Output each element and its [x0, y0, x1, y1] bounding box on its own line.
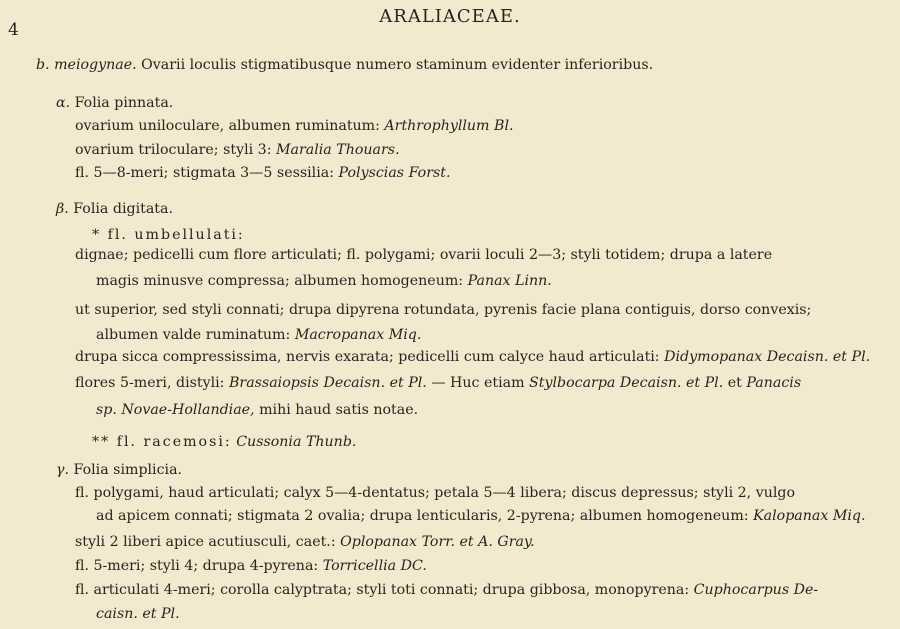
key-line — [96, 326, 421, 344]
key-text: fl. 5—8-meri; stigmata 3—5 sessilia: — [75, 165, 334, 181]
key-line — [75, 348, 870, 366]
genus-name: Maralia Thouars. — [276, 142, 400, 158]
genus-name: Stylbocarpa Decaisn. et Pl. — [529, 375, 724, 391]
subsection-alpha — [56, 94, 173, 112]
key-line — [96, 272, 552, 290]
key-text: ut superior, sed styli connati; drupa dipyrena rotundata, pyrenis facie plana contiguis, dorso convexis; — [75, 302, 812, 318]
genus-name: Macropanax Miq. — [294, 327, 422, 343]
alpha-title: Folia pinnata. — [74, 95, 174, 111]
key-text: flores 5-meri, distyli: — [75, 375, 225, 391]
key-line — [75, 141, 400, 159]
key-line — [75, 164, 450, 182]
genus-name: caisn. et Pl. — [96, 606, 180, 622]
key-text: ad apicem connati; stigmata 2 ovalia; drupa lenticularis, 2-pyrena; albumen homogeneum: — [96, 508, 749, 524]
genus-name: Torricellia DC. — [322, 558, 427, 574]
alpha-label: α. — [56, 95, 71, 111]
genus-name: Panacis — [746, 375, 802, 391]
key-line — [96, 401, 418, 419]
genus-name: Cuphocarpus De- — [693, 582, 819, 598]
section-b-label: b. meiogynae. — [36, 57, 137, 73]
key-text: styli 2 liberi apice acutiusculi, caet.: — [75, 534, 336, 550]
key-text: mihi haud satis notae. — [259, 402, 419, 418]
genus-name: Didymopanax Decaisn. et Pl. — [664, 349, 871, 365]
genus-name: Panax Linn. — [467, 273, 552, 289]
genus-name: Oplopanax Torr. et A. Gray. — [340, 534, 535, 550]
genus-name: Kalopanax Miq. — [753, 508, 866, 524]
gamma-title: Folia simplicia. — [73, 462, 183, 478]
key-text: fl. articulati 4-meri; corolla calyptrata; styli toti connati; drupa gibbosa, monopyrena: — [75, 582, 690, 598]
key-text: dignae; pedicelli cum flore articulati; fl. polygami; ovarii loculi 2—3; styli totidem; drupa a latere — [75, 247, 773, 263]
genus-name: Polyscias Forst. — [338, 165, 451, 181]
key-line — [96, 507, 866, 525]
key-text: drupa sicca compressissima, nervis exarata; pedicelli cum calyce haud articulati: — [75, 349, 660, 365]
key-text: fl. 5-meri; styli 4; drupa 4-pyrena: — [75, 558, 319, 574]
subsection-beta — [56, 200, 173, 218]
key-line — [75, 557, 427, 575]
page-number: 4 — [8, 20, 19, 40]
beta-label: β. — [56, 201, 69, 217]
section-b-text: Ovarii loculis stigmatibusque numero staminum evidenter inferioribus. — [141, 57, 654, 73]
key-line — [75, 533, 535, 551]
key-line — [96, 605, 180, 623]
gamma-label: γ. — [56, 462, 69, 478]
genus-name: Brassaiopsis Decaisn. et Pl. — [228, 375, 427, 391]
umbellulati-heading: * fl. umbellulati: — [92, 227, 245, 243]
genus-name: Cussonia Thunb. — [236, 434, 357, 450]
page-header: ARALIACEAE. — [379, 6, 521, 27]
key-text: fl. polygami, haud articulati; calyx 5—4-dentatus; petala 5—4 libera; discus depressus; styli 2, vulgo — [75, 485, 796, 501]
racemosi-heading: ** fl. racemosi: — [92, 434, 232, 450]
key-line — [75, 484, 887, 502]
key-text: ovarium triloculare; styli 3: — [75, 142, 272, 158]
key-text: — Huc etiam — [431, 375, 525, 391]
racemosi-line — [92, 433, 356, 451]
key-line — [75, 117, 514, 135]
key-line — [75, 374, 801, 392]
key-line — [75, 301, 887, 319]
key-line — [75, 246, 887, 264]
genus-name: sp. Novae-Hollandiae, — [96, 402, 255, 418]
section-b — [36, 56, 653, 74]
key-text: magis minusve compressa; albumen homogeneum: — [96, 273, 464, 289]
genus-name: Arthrophyllum Bl. — [384, 118, 514, 134]
key-text: ovarium uniloculare, albumen ruminatum: — [75, 118, 380, 134]
key-text: et — [727, 375, 742, 391]
subsection-gamma — [56, 461, 182, 479]
key-text: albumen valde ruminatum: — [96, 327, 291, 343]
key-line — [75, 581, 818, 599]
beta-title: Folia digitata. — [73, 201, 173, 217]
